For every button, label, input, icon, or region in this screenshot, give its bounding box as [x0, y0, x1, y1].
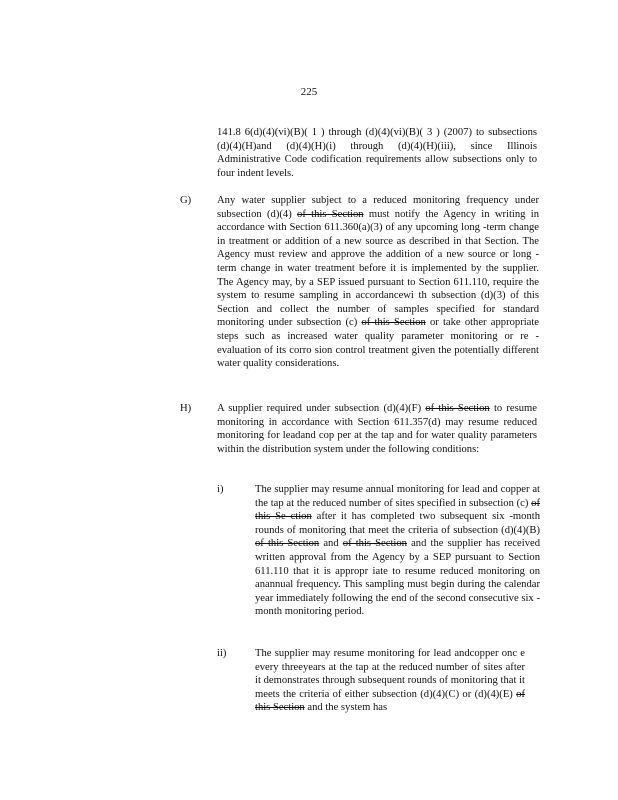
subsection-i-text [255, 483, 540, 619]
subsection-h-marker: H) [180, 403, 192, 414]
struck-text: of this Section [255, 538, 320, 550]
struck-text: of this Section [425, 403, 490, 414]
text-run: A supplier required under subsection (d)(4)(F) [217, 403, 422, 414]
text-run: The supplier may resume monitoring for lead andcopper onc e every threeyears at the tap at the reduced number of sites after it demonstrates through subsequent rounds of monitoring that it meets the criteria of either subsection (d)(4)(C) or (d)(4)(E) [255, 648, 525, 700]
struck-text: of this Section [255, 688, 525, 714]
text-run: Any water supplier subject to a reduced monitoring frequency under subsection (d)(4) [217, 195, 539, 220]
struck-text: of this Section [297, 208, 364, 220]
page-number: 225 [300, 86, 318, 98]
text-run: after it has completed two subsequent six -month rounds of monitoring that meet the criteria of subsection (d)(4)(B) [255, 511, 540, 536]
text-run: and the supplier has received written approval from the Agency by a SEP pursuant to Section 611.110 that it is appropr iate to resume reduced monitoring on anannual frequency. This sampling must begin during the calendar year immediately following the end of the second consecutive six -month monitoring period. [255, 538, 540, 618]
subsection-g-marker: G) [180, 195, 192, 206]
subsection-ii-text [255, 647, 525, 715]
text-run: and the system has [307, 702, 388, 714]
struck-text: of this Se ction [255, 497, 540, 523]
text-run: or take other appropriate steps such as increased water quality parameter monitoring or re -evaluation of its corro sion control treatment given the potentially different water quality considerations. [217, 317, 540, 370]
struck-text: of this Section [361, 317, 426, 329]
subsection-g-text [217, 194, 539, 371]
text-run: and [323, 538, 339, 550]
subsection-i-marker: i) [217, 484, 224, 495]
text-run: must notify the Agency in writing in accordance with Section 611.360(a)(3) of any upcoming long -term change in treatment or addition of a new source as described in that Section. The Agency must review and approve the addition of a new source or long -term change in water treatment before it is implemented by the supplier. The Agency may, by a SEP issued pursuant to Section 611.110, require the system to resume sampling in accordancewi th subsection (d)(3) of this Section and collect the number of samples specified for standard monitoring under subsection (c) [217, 208, 539, 329]
intro-paragraph: 141.8 6(d)(4)(vi)(B)( 1 ) through (d)(4)(vi)(B)( 3 ) (2007) to subsections (d)(4)(H)and (d)(4)(H)(i) through (d)(4)(H)(iii), since Illinois Administrative Code codification requirements allow subsections only to four indent levels. [217, 127, 537, 179]
text-run: The supplier may resume annual monitoring for lead and copper at the tap at the reduced number of sites specified in subsection (c) [255, 484, 540, 509]
text-run: to resume monitoring in accordance with Section 611.357(d) may resume reduced monitoring for leadand cop per at the tap and for water quality parameters within the distribution system under the following conditions: [217, 403, 537, 455]
struck-text: of this Section [342, 538, 407, 550]
subsection-ii-marker: ii) [217, 648, 227, 659]
subsection-h-text [217, 402, 537, 456]
